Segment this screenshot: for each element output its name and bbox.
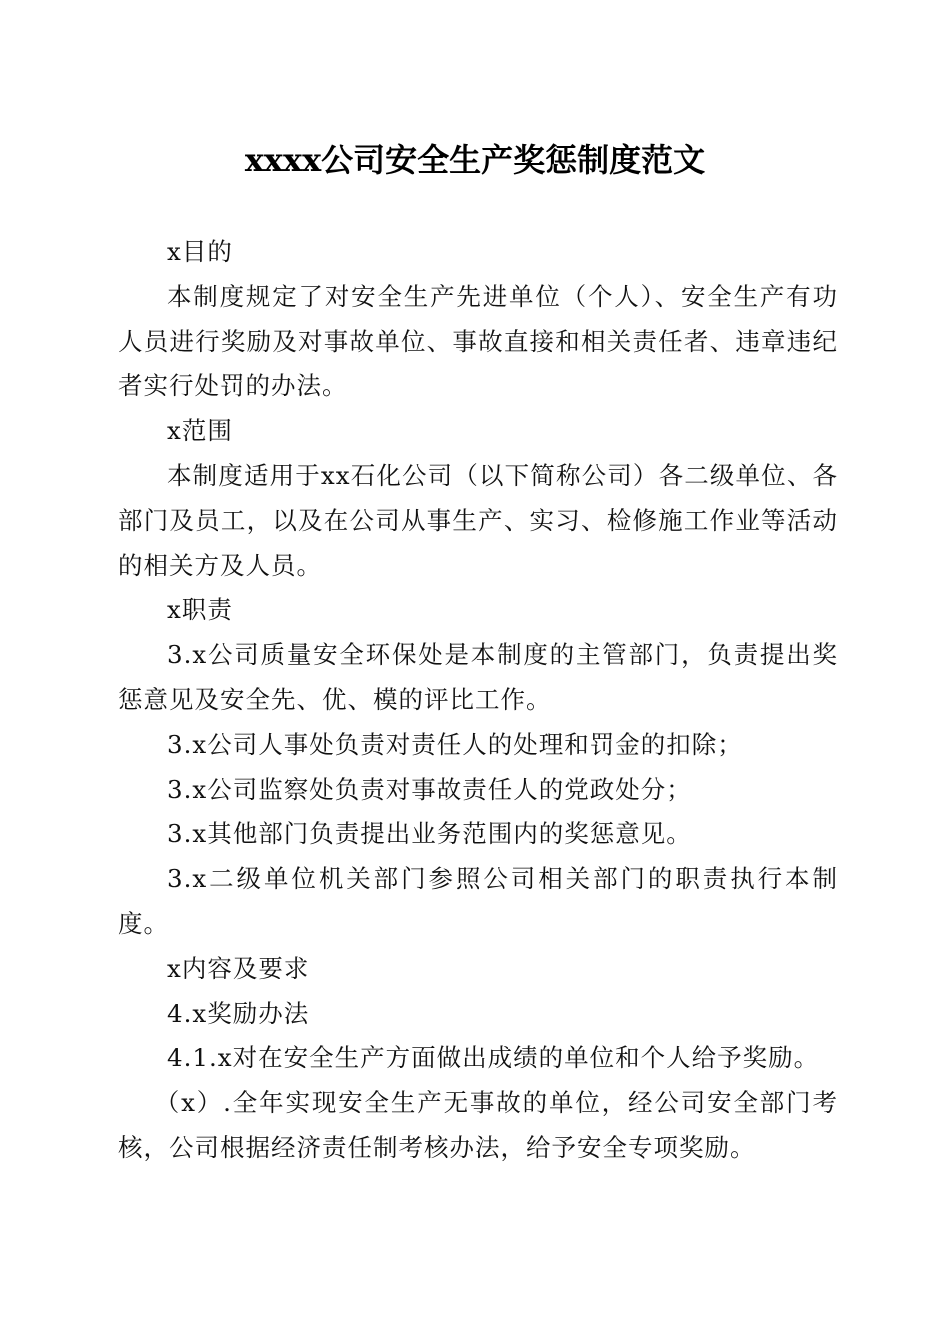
- paragraph-responsibility-5: 3.x二级单位机关部门参照公司相关部门的职责执行本制度。: [118, 864, 838, 938]
- paragraph-responsibility-2: 3.x公司人事处负责对责任人的处理和罚金的扣除；: [167, 729, 743, 759]
- paragraph-scope: 本制度适用于xx石化公司（以下简称公司）各二级单位、各部门及员工，以及在公司从事生产、实习、检修施工作业等活动的相关方及人员。: [118, 460, 838, 580]
- document-title: xxxx公司安全生产奖惩制度范文: [244, 141, 706, 179]
- paragraph-reward-item: （x）.全年实现安全生产无事故的单位，经公司安全部门考核，公司根据经济责任制考核办法，给予安全专项奖励。: [118, 1088, 838, 1162]
- section-heading-responsibilities: x职责: [167, 595, 233, 625]
- paragraph-responsibility-3: 3.x公司监察处负责对事故责任人的党政处分；: [167, 774, 692, 804]
- paragraph-reward-rule: 4.1.x对在安全生产方面做出成绩的单位和个人给予奖励。: [167, 1043, 820, 1073]
- paragraph-responsibility-1: 3.x公司质量安全环保处是本制度的主管部门，负责提出奖惩意见及安全先、优、模的评比工作。: [118, 640, 838, 714]
- paragraph-responsibility-4: 3.x其他部门负责提出业务范围内的奖惩意见。: [167, 819, 692, 849]
- subsection-heading-rewards: 4.x奖励办法: [167, 998, 310, 1028]
- document-body: [118, 230, 838, 1171]
- paragraph-purpose: 本制度规定了对安全生产先进单位（个人）、安全生产有功人员进行奖励及对事故单位、事故直接和相关责任者、违章违纪者实行处罚的办法。: [118, 281, 838, 401]
- section-heading-scope: x范围: [167, 416, 233, 446]
- section-heading-content: x内容及要求: [167, 953, 310, 983]
- section-heading-purpose: x目的: [167, 237, 233, 266]
